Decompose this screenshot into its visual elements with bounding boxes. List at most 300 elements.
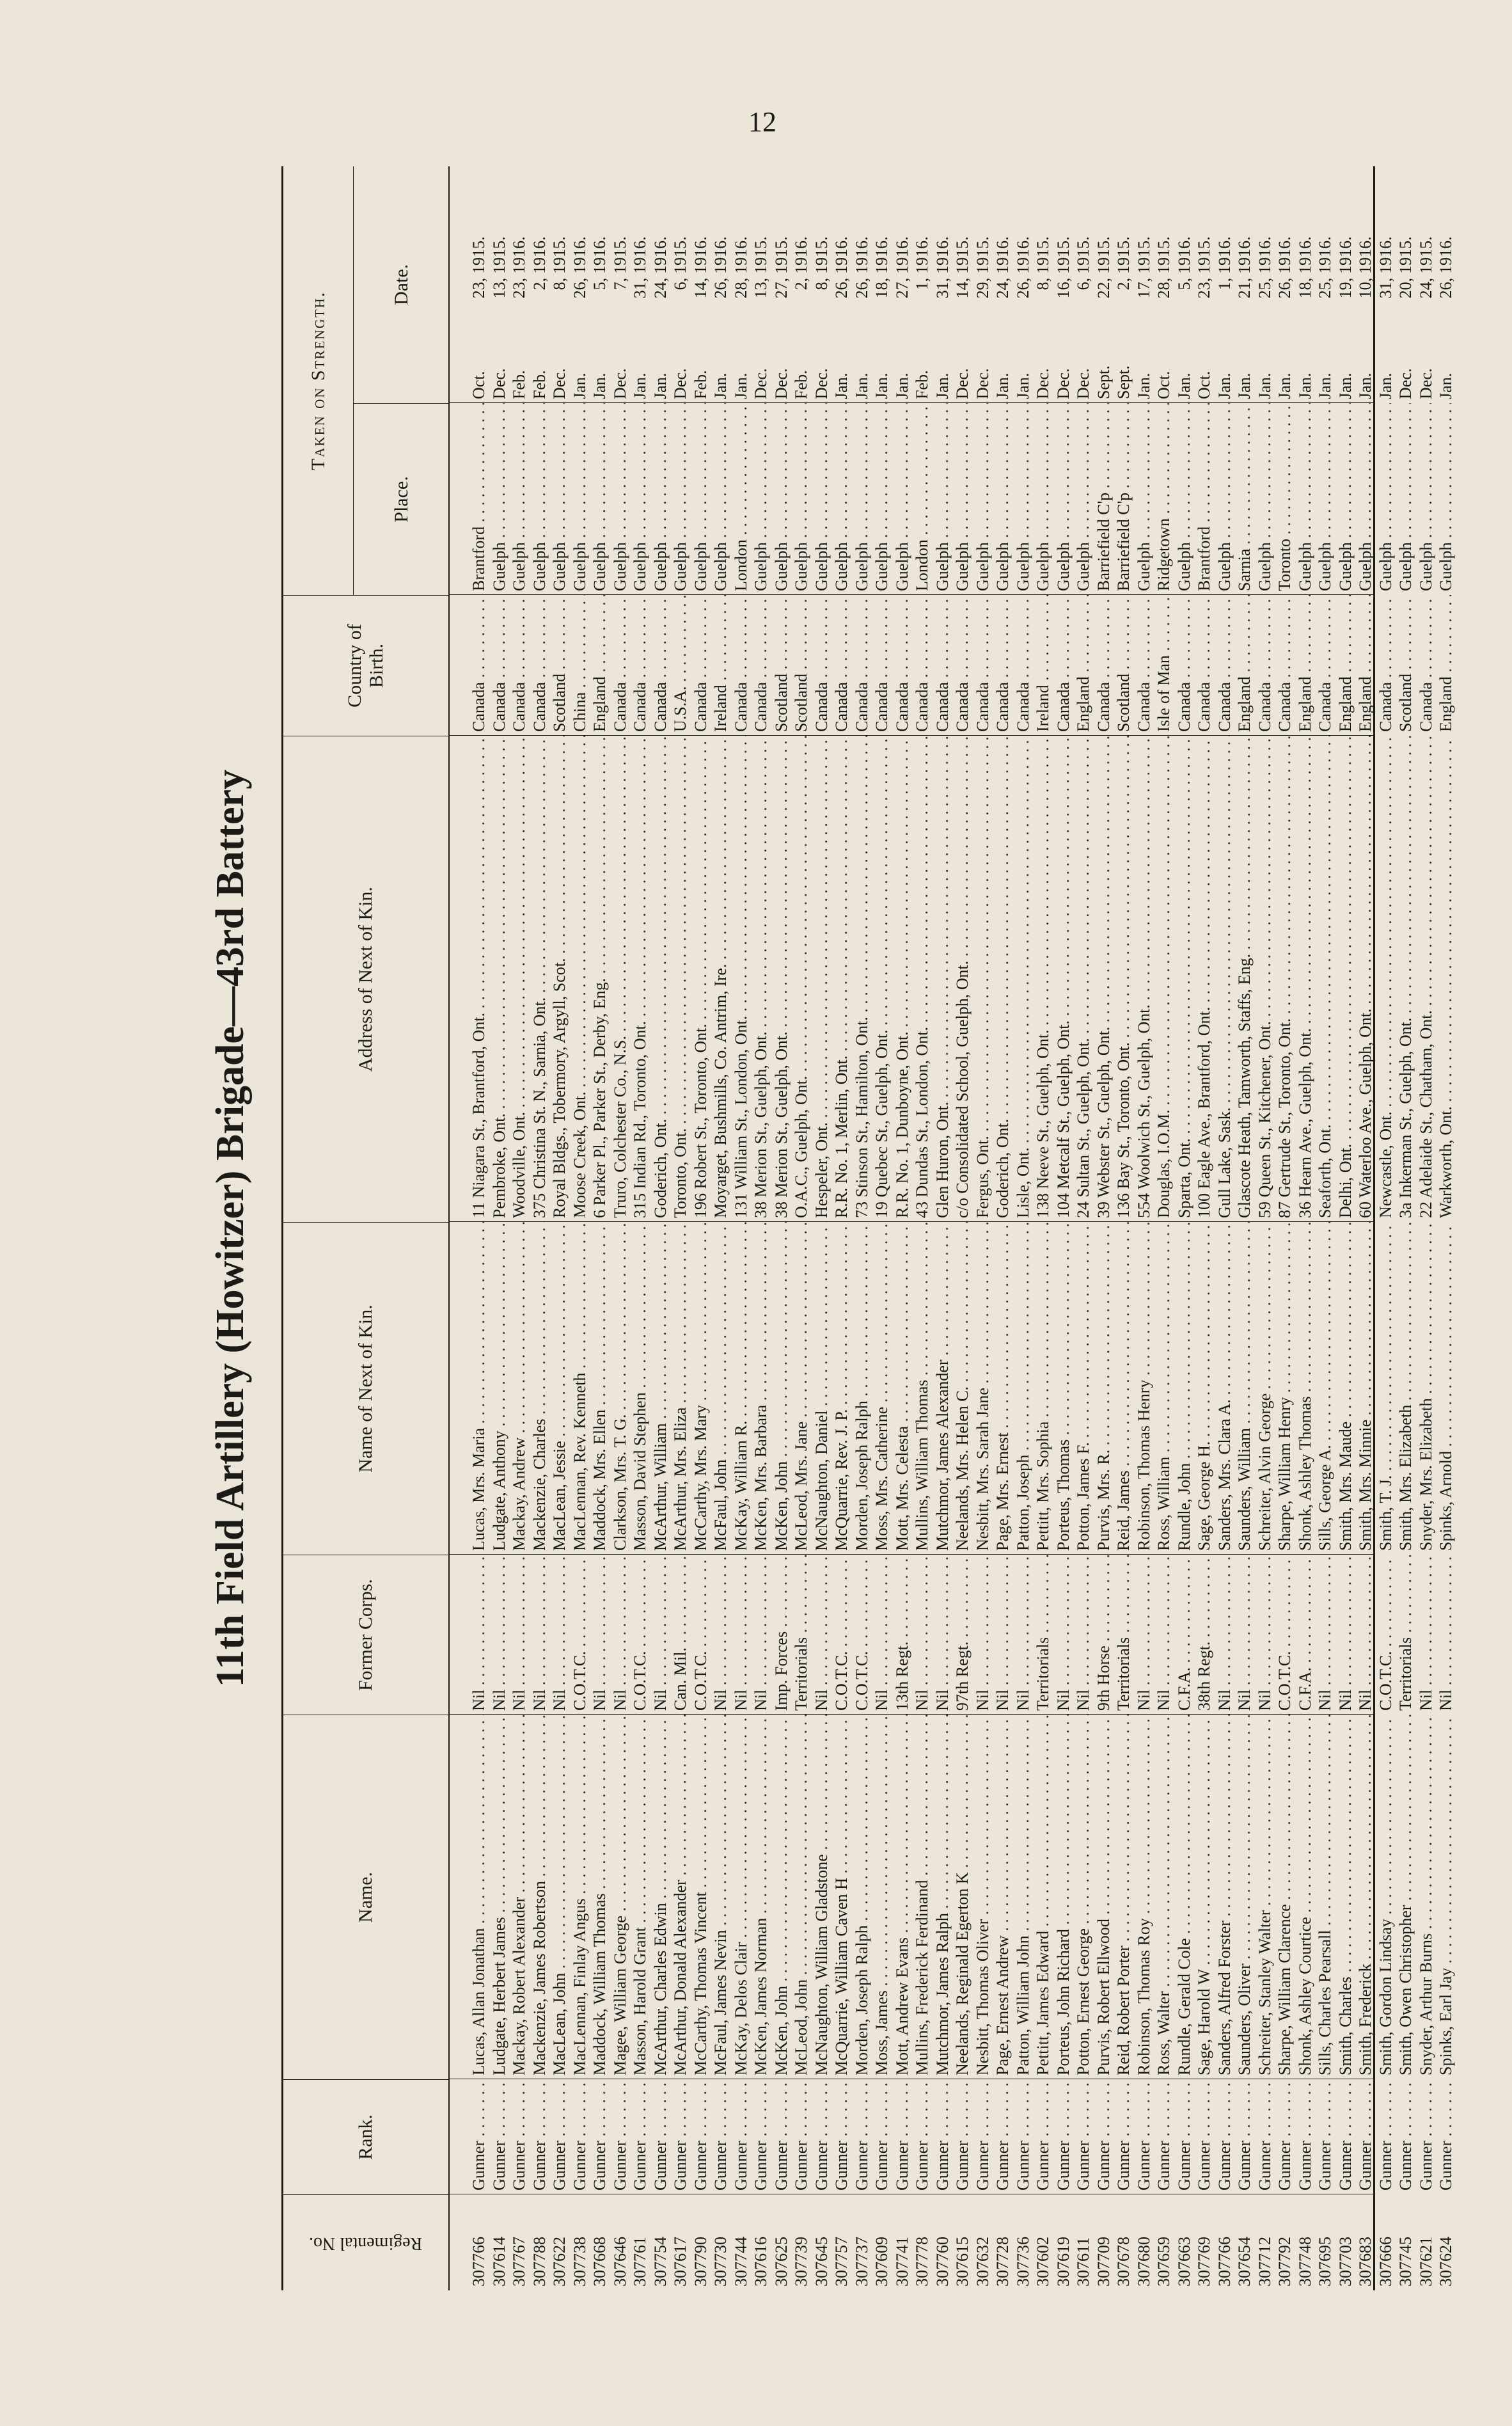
country-of-birth: Canada . . .: [731, 595, 752, 736]
table-header: [283, 166, 450, 2290]
regimental-number: 307654: [1235, 2237, 1254, 2287]
next-of-kin-address: c/o Consolidated School, Guelph, Ont. . . .: [952, 736, 973, 1222]
next-of-kin-address: Warkworth, Ont. . . .: [1436, 736, 1456, 1222]
strength-date: [771, 166, 792, 403]
next-of-kin-name: Spinks, Arnold . . .: [1436, 1222, 1456, 1555]
next-of-kin-name: Smith, Mrs. Elizabeth . . .: [1396, 1222, 1416, 1555]
date-day: 18,: [872, 278, 891, 299]
next-of-kin-address: Goderich, Ont. . . .: [993, 736, 1013, 1222]
date-year: 1915.: [550, 236, 569, 274]
date-day: 13,: [752, 278, 770, 299]
former-corps: Nil . . .: [1134, 1555, 1154, 1715]
table-row: [711, 166, 731, 2290]
strength-date: [1033, 166, 1053, 403]
former-corps: Nil . . .: [489, 1555, 510, 1715]
country-of-birth: Canada . . .: [1174, 595, 1195, 736]
next-of-kin-address: 24 Sultan St., Guelph, Ont. . . .: [1073, 736, 1094, 1222]
former-corps: Nil . . .: [812, 1555, 832, 1715]
former-corps: Nil . . .: [1234, 1555, 1255, 1715]
soldier-name: McKay, Delos Clair . . .: [731, 1715, 752, 2079]
date-month: Oct.: [469, 370, 488, 399]
date-month: Jan.: [892, 372, 911, 399]
table-row: [610, 166, 631, 2290]
soldier-name: Smith, Owen Christopher . . .: [1396, 1715, 1416, 2079]
strength-date: [1275, 166, 1295, 403]
date-year: 1916.: [631, 236, 649, 274]
regimental-number: 307757: [832, 2237, 851, 2287]
date-day: 26,: [1275, 278, 1294, 299]
table-row: [1053, 166, 1074, 2290]
country-of-birth: Canada . . .: [1215, 595, 1235, 736]
date-year: 1915.: [1396, 236, 1415, 274]
date-month: Dec.: [953, 368, 972, 399]
former-corps: Nil . . .: [872, 1555, 892, 1715]
regimental-number: 307739: [792, 2237, 810, 2287]
next-of-kin-name: Robinson, Thomas Henry . . .: [1134, 1222, 1154, 1555]
date-month: Dec.: [1416, 368, 1435, 399]
strength-date: [1073, 166, 1094, 403]
country-of-birth: England . . .: [1436, 595, 1456, 736]
strength-date: [1013, 166, 1034, 403]
date-month: Jan.: [1335, 372, 1355, 399]
rotated-page-content: [192, 166, 1455, 2290]
strength-place: Guelph . . .: [892, 403, 913, 595]
date-year: 1916.: [892, 236, 911, 274]
date-day: 24,: [993, 278, 1012, 299]
date-day: 14,: [691, 278, 710, 299]
next-of-kin-address: 19 Quebec St., Guelph, Ont. . . .: [872, 736, 892, 1222]
strength-date: [993, 166, 1013, 403]
date-day: 24,: [650, 278, 670, 299]
next-of-kin-address: 59 Queen St., Kitchener, Ont. . . .: [1255, 736, 1275, 1222]
date-year: 1916.: [872, 236, 891, 274]
strength-place: Guelph . . .: [1436, 403, 1456, 595]
strength-date: [570, 166, 590, 403]
strength-place: Guelph . . .: [1416, 403, 1437, 595]
country-of-birth: U.S.A. . . .: [670, 595, 691, 736]
next-of-kin-name: Mutchmor, James Alexander . . .: [933, 1222, 953, 1555]
former-corps: Nil . . .: [1355, 1555, 1376, 1715]
soldier-name: Smith, Charles . . .: [1335, 1715, 1356, 2079]
rank: Gunner . . .: [1215, 2079, 1235, 2194]
rank: Gunner . . .: [872, 2079, 892, 2194]
header-next-of-kin: Name of Next of Kin.: [283, 1222, 448, 1555]
next-of-kin-name: Nesbitt, Mrs. Sarah Jane . . .: [973, 1222, 993, 1555]
next-of-kin-name: Maddock, Mrs. Ellen . . .: [590, 1222, 610, 1555]
regimental-number: 307609: [872, 2237, 891, 2287]
date-day: 5,: [1174, 278, 1193, 290]
date-year: 1915.: [610, 236, 629, 274]
next-of-kin-name: Porteus, Thomas . . .: [1053, 1222, 1074, 1555]
strength-date: [1094, 166, 1114, 403]
next-of-kin-name: Reid, James . . .: [1114, 1222, 1134, 1555]
date-month: Jan.: [1013, 372, 1032, 399]
country-of-birth: Canada . . .: [630, 595, 650, 736]
country-of-birth: Canada . . .: [1275, 595, 1295, 736]
country-of-birth: Scotland . . .: [1396, 595, 1416, 736]
country-of-birth: England . . .: [1295, 595, 1316, 736]
date-year: 1915.: [1053, 236, 1073, 274]
date-month: Dec.: [973, 368, 992, 399]
soldier-name: Sage, Harold W . . .: [1194, 1715, 1215, 2079]
soldier-name: Smith, Frederick . . .: [1355, 1715, 1376, 2079]
date-month: Dec.: [1396, 368, 1415, 399]
former-corps: Nil . . .: [1053, 1555, 1074, 1715]
table-row: [1134, 166, 1154, 2290]
date-month: Feb.: [510, 370, 528, 399]
soldier-name: Mullins, Frederick Ferdinand . . .: [912, 1715, 933, 2079]
next-of-kin-name: Potton, James F. . . .: [1073, 1222, 1094, 1555]
date-day: 8,: [812, 278, 831, 290]
soldier-name: McArthur, Donald Alexander . . .: [670, 1715, 691, 2079]
regimental-number: 307769: [1195, 2237, 1213, 2287]
date-month: Dec.: [1034, 368, 1052, 399]
rank: Gunner . . .: [1234, 2079, 1255, 2194]
table-row: [489, 166, 510, 2290]
date-day: 13,: [489, 278, 508, 299]
strength-place: Guelph . . .: [1134, 403, 1154, 595]
soldier-name: MacLean, John . . .: [549, 1715, 570, 2079]
next-of-kin-address: Woodville, Ont. . . .: [509, 736, 530, 1222]
date-month: Jan.: [1356, 372, 1374, 399]
next-of-kin-address: Lisle, Ont. . . .: [1013, 736, 1034, 1222]
date-month: Jan.: [1316, 372, 1334, 399]
rank: Gunner . . .: [1355, 2079, 1376, 2194]
country-of-birth: Canada . . .: [1255, 595, 1275, 736]
date-year: 1915.: [1195, 236, 1213, 274]
regimental-number: 307632: [973, 2237, 992, 2287]
strength-date: [852, 166, 872, 403]
regimental-number: 307767: [510, 2237, 528, 2287]
date-month: Jan.: [650, 372, 670, 399]
strength-place: Guelph . . .: [1295, 403, 1316, 595]
date-month: Jan.: [631, 372, 649, 399]
country-of-birth: Canada . . .: [973, 595, 993, 736]
country-of-birth: Ireland . . .: [1033, 595, 1053, 736]
table-row: [1295, 166, 1316, 2290]
former-corps: 97th Regt. . . .: [952, 1555, 973, 1715]
table-row: [812, 166, 832, 2290]
regimental-number: 307790: [691, 2237, 710, 2287]
country-of-birth: Canada . . .: [812, 595, 832, 736]
soldier-name: Porteus, John Richard . . .: [1053, 1715, 1074, 2079]
date-month: Dec.: [1053, 368, 1073, 399]
former-corps: Nil . . .: [711, 1555, 731, 1715]
date-year: 1916.: [1013, 236, 1032, 274]
soldier-name: MacLennan, Finlay Angus . . .: [570, 1715, 590, 2079]
former-corps: C.O.T.C. . . .: [691, 1555, 711, 1715]
next-of-kin-address: 136 Bay St., Toronto, Ont. . . .: [1114, 736, 1134, 1222]
date-year: 1916.: [1295, 236, 1314, 274]
next-of-kin-name: Sage, George H. . . .: [1194, 1222, 1215, 1555]
rank: Gunner . . .: [509, 2079, 530, 2194]
soldier-name: Morden, Joseph Ralph . . .: [852, 1715, 872, 2079]
country-of-birth: Canada . . .: [469, 595, 489, 736]
roll-table: [281, 166, 1455, 2290]
rank: Gunner . . .: [1073, 2079, 1094, 2194]
regimental-number: 307792: [1275, 2237, 1294, 2287]
regimental-number: 307678: [1114, 2237, 1133, 2287]
date-day: 17,: [1134, 278, 1153, 299]
rank: Gunner . . .: [670, 2079, 691, 2194]
next-of-kin-address: 11 Niagara St., Brantford, Ont. . . .: [469, 736, 489, 1222]
next-of-kin-name: Mackenzie, Charles . . .: [530, 1222, 550, 1555]
table-row: [1376, 166, 1396, 2290]
date-day: 27,: [771, 278, 791, 299]
date-day: 26,: [852, 278, 871, 299]
table-row: [1174, 166, 1195, 2290]
header-regimental-no: Regimental No.: [283, 2194, 448, 2290]
soldier-name: Patton, William John . . .: [1013, 1715, 1034, 2079]
date-year: 1916.: [711, 236, 730, 274]
regimental-number: 307668: [590, 2237, 609, 2287]
regimental-number: 307617: [671, 2237, 689, 2287]
table-row: [1396, 166, 1416, 2290]
date-day: 25,: [1255, 278, 1274, 299]
strength-place: Guelph . . .: [993, 403, 1013, 595]
rank: Gunner . . .: [912, 2079, 933, 2194]
date-year: 1916.: [530, 236, 549, 274]
date-month: Feb.: [691, 370, 710, 399]
next-of-kin-name: Masson, David Stephen . . .: [630, 1222, 650, 1555]
soldier-name: Mutchmor, James Ralph . . .: [933, 1715, 953, 2079]
date-day: 5,: [590, 278, 609, 290]
date-year: 1916.: [1356, 236, 1374, 274]
next-of-kin-address: 38 Merion St., Guelph, Ont. . . .: [771, 736, 792, 1222]
former-corps: Nil . . .: [1416, 1555, 1437, 1715]
date-month: Jan.: [872, 372, 891, 399]
former-corps: Nil . . .: [933, 1555, 953, 1715]
next-of-kin-address: 100 Eagle Ave., Brantford, Ont. . . .: [1194, 736, 1215, 1222]
strength-date: [1114, 166, 1134, 403]
date-year: 1916.: [731, 236, 750, 274]
country-of-birth: Scotland . . .: [771, 595, 792, 736]
date-year: 1916.: [792, 236, 810, 274]
date-year: 1916.: [1255, 236, 1274, 274]
former-corps: Nil . . .: [1013, 1555, 1034, 1715]
table-row: [650, 166, 671, 2290]
table-row: [1275, 166, 1295, 2290]
date-day: 31,: [631, 278, 649, 299]
table-row: [549, 166, 570, 2290]
next-of-kin-name: McNaughton, Daniel . . .: [812, 1222, 832, 1555]
date-month: Jan.: [1235, 372, 1254, 399]
next-of-kin-address: 36 Hearn Ave., Guelph, Ont. . . .: [1295, 736, 1316, 1222]
table-row: [469, 166, 489, 2290]
date-year: 1916.: [1335, 236, 1355, 274]
table-row: [872, 166, 892, 2290]
regimental-number: 307615: [953, 2237, 972, 2287]
former-corps: Territorials . . .: [1033, 1555, 1053, 1715]
soldier-name: Purvis, Robert Ellwood . . .: [1094, 1715, 1114, 2079]
table-row: [1154, 166, 1174, 2290]
regimental-number: 307788: [530, 2237, 549, 2287]
date-day: 26,: [711, 278, 730, 299]
former-corps: Nil . . .: [973, 1555, 993, 1715]
regimental-number: 307695: [1316, 2237, 1334, 2287]
strength-date: [751, 166, 771, 403]
date-day: 1,: [1215, 278, 1234, 290]
next-of-kin-name: Sanders, Mrs. Clara A. . . .: [1215, 1222, 1235, 1555]
date-year: 1916.: [570, 236, 589, 274]
next-of-kin-name: Page, Mrs. Ernest . . .: [993, 1222, 1013, 1555]
next-of-kin-address: Glascote Heath, Tamworth, Staffs, Eng. . . .: [1234, 736, 1255, 1222]
date-year: 1915.: [469, 236, 488, 274]
rank: Gunner . . .: [852, 2079, 872, 2194]
next-of-kin-address: 22 Adelaide St., Chatham, Ont. . . .: [1416, 736, 1437, 1222]
country-of-birth: Scotland . . .: [791, 595, 812, 736]
table-row: [973, 166, 993, 2290]
regimental-number: 307761: [631, 2237, 649, 2287]
table-row: [1215, 166, 1235, 2290]
strength-place: Ridgetown . . .: [1154, 403, 1174, 595]
strength-date: [509, 166, 530, 403]
table-row: [630, 166, 650, 2290]
strength-date: [952, 166, 973, 403]
country-of-birth: Canada . . .: [1053, 595, 1074, 736]
regimental-number: 307712: [1255, 2237, 1274, 2287]
table-row: [691, 166, 711, 2290]
next-of-kin-address: Moyarget, Bushmills, Co. Antrim, Ire. . . .: [711, 736, 731, 1222]
date-month: Sept.: [1094, 365, 1113, 399]
rank: Gunner . . .: [530, 2079, 550, 2194]
date-year: 1915.: [973, 236, 992, 274]
soldier-name: Mackenzie, James Robertson . . .: [530, 1715, 550, 2079]
date-day: 22,: [1094, 278, 1113, 299]
strength-place: Guelph . . .: [489, 403, 510, 595]
date-month: Dec.: [752, 368, 770, 399]
country-of-birth: England . . .: [1355, 595, 1376, 736]
date-month: Dec.: [771, 368, 791, 399]
header-former-corps: Former Corps.: [283, 1555, 448, 1715]
strength-place: Guelph . . .: [791, 403, 812, 595]
date-year: 1915.: [771, 236, 791, 274]
regimental-number: 307728: [993, 2237, 1012, 2287]
strength-place: Guelph . . .: [852, 403, 872, 595]
rank: Gunner . . .: [1114, 2079, 1134, 2194]
next-of-kin-name: Moss, Mrs. Catherine . . .: [872, 1222, 892, 1555]
date-month: Jan.: [1174, 372, 1193, 399]
regimental-number: 307666: [1376, 2237, 1395, 2287]
date-year: 1916.: [1174, 236, 1193, 274]
date-day: 20,: [1396, 278, 1415, 299]
soldier-name: Neelands, Reginald Egerton K . . .: [952, 1715, 973, 2079]
rank: Gunner . . .: [1134, 2079, 1154, 2194]
date-month: Feb.: [530, 370, 549, 399]
date-year: 1916.: [913, 236, 931, 274]
former-corps: Nil . . .: [912, 1555, 933, 1715]
next-of-kin-name: Sills, George A. . . .: [1315, 1222, 1335, 1555]
soldier-name: Spinks, Earl Jay . . .: [1436, 1715, 1456, 2079]
date-month: Jan.: [1376, 372, 1395, 399]
regimental-number: 307616: [752, 2237, 770, 2287]
date-month: Oct.: [1154, 370, 1173, 399]
date-year: 1915.: [1074, 236, 1092, 274]
strength-place: Guelph . . .: [1053, 403, 1074, 595]
former-corps: C.O.T.C. . . .: [831, 1555, 852, 1715]
date-day: 10,: [1356, 278, 1374, 299]
strength-place: Guelph . . .: [1013, 403, 1034, 595]
date-day: 23,: [510, 278, 528, 299]
date-year: 1915.: [953, 236, 972, 274]
next-of-kin-address: Royal Bldgs., Tobermory, Argyll, Scot. . . .: [549, 736, 570, 1222]
next-of-kin-name: Rundle, John . . .: [1174, 1222, 1195, 1555]
table-row: [1355, 166, 1376, 2290]
date-month: Jan.: [590, 372, 609, 399]
rank: Gunner . . .: [1416, 2079, 1437, 2194]
header-address: Address of Next of Kin.: [283, 736, 448, 1222]
date-day: 26,: [570, 278, 589, 299]
date-year: 1915.: [1416, 236, 1435, 274]
rank: Gunner . . .: [630, 2079, 650, 2194]
next-of-kin-name: Pettitt, Mrs. Sophia . . .: [1033, 1222, 1053, 1555]
country-of-birth: England . . .: [1073, 595, 1094, 736]
rank: Gunner . . .: [1396, 2079, 1416, 2194]
next-of-kin-address: Newcastle, Ont. . . .: [1376, 736, 1396, 1222]
strength-date: [1215, 166, 1235, 403]
soldier-name: Maddock, William Thomas . . .: [590, 1715, 610, 2079]
former-corps: Nil . . .: [1436, 1555, 1456, 1715]
next-of-kin-name: Clarkson, Mrs. T. G. . . .: [610, 1222, 631, 1555]
strength-place: Guelph . . .: [650, 403, 671, 595]
soldier-name: Lucas, Allan Jonathan . . .: [469, 1715, 489, 2079]
next-of-kin-address: Douglas, I.O.M. . . .: [1154, 736, 1174, 1222]
strength-date: [1335, 166, 1356, 403]
country-of-birth: Canada . . .: [610, 595, 631, 736]
table-row: [1094, 166, 1114, 2290]
next-of-kin-address: 375 Christina St. N., Sarnia, Ont. . . .: [530, 736, 550, 1222]
former-corps: Nil . . .: [731, 1555, 752, 1715]
rank: Gunner . . .: [771, 2079, 792, 2194]
next-of-kin-address: 196 Robert St., Toronto, Ont. . . .: [691, 736, 711, 1222]
regimental-number: 307663: [1174, 2237, 1193, 2287]
date-month: Feb.: [792, 370, 810, 399]
date-month: Jan.: [731, 372, 750, 399]
soldier-name: Nesbitt, Thomas Oliver . . .: [973, 1715, 993, 2079]
date-day: 14,: [953, 278, 972, 299]
country-of-birth: Canada . . .: [872, 595, 892, 736]
strength-place: Barriefield C'p . . .: [1094, 403, 1114, 595]
soldier-name: Pettitt, James Edward . . .: [1033, 1715, 1053, 2079]
next-of-kin-address: Seaforth, Ont. . . .: [1315, 736, 1335, 1222]
strength-date: [1436, 166, 1456, 403]
next-of-kin-name: Lucas, Mrs. Maria . . .: [469, 1222, 489, 1555]
strength-date: [1295, 166, 1316, 403]
rank: Gunner . . .: [590, 2079, 610, 2194]
soldier-name: Ross, Walter . . .: [1154, 1715, 1174, 2079]
soldier-name: McKen, James Norman . . .: [751, 1715, 771, 2079]
strength-place: Guelph . . .: [872, 403, 892, 595]
strength-place: Guelph . . .: [670, 403, 691, 595]
strength-place: Guelph . . .: [973, 403, 993, 595]
strength-date: [1194, 166, 1215, 403]
soldier-name: Masson, Harold Grant . . .: [630, 1715, 650, 2079]
strength-place: Guelph . . .: [952, 403, 973, 595]
date-day: 27,: [892, 278, 911, 299]
soldier-name: McKen, John . . .: [771, 1715, 792, 2079]
next-of-kin-address: Hespeler, Ont. . . .: [812, 736, 832, 1222]
soldier-name: McArthur, Charles Edwin . . .: [650, 1715, 671, 2079]
next-of-kin-name: Ross, William . . .: [1154, 1222, 1174, 1555]
next-of-kin-address: Moose Creek, Ont. . . .: [570, 736, 590, 1222]
regimental-number: 307736: [1013, 2237, 1032, 2287]
strength-date: [1355, 166, 1376, 403]
strength-place: Guelph . . .: [570, 403, 590, 595]
former-corps: 13th Regt. . . .: [892, 1555, 913, 1715]
soldier-name: Shonk, Ashley Courtice . . .: [1295, 1715, 1316, 2079]
next-of-kin-name: Schreiter, Alvin George . . .: [1255, 1222, 1275, 1555]
country-of-birth: England . . .: [1335, 595, 1356, 736]
